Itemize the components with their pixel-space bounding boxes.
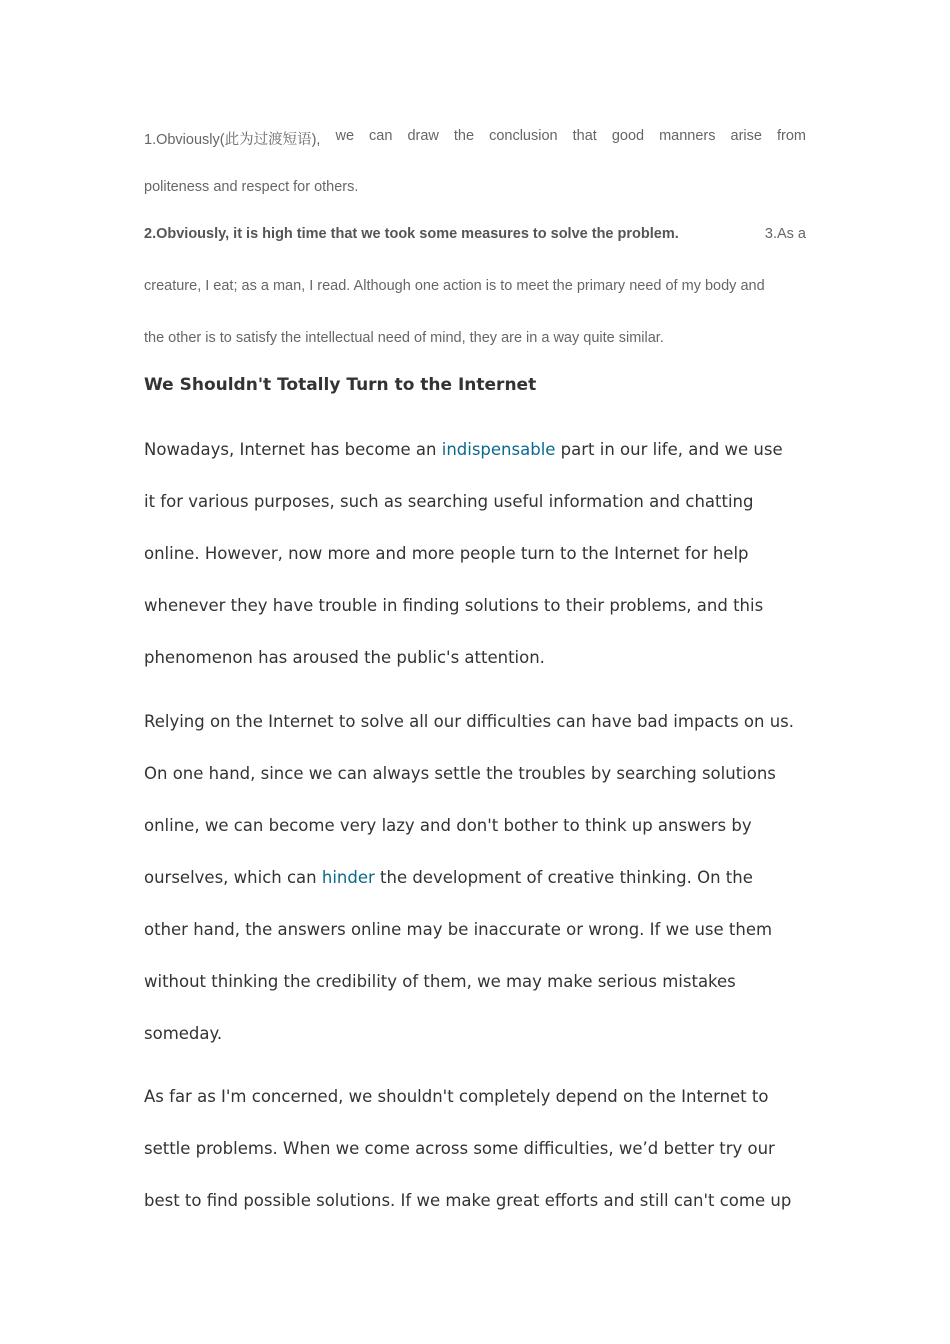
intro-word: we	[335, 128, 355, 144]
intro-item-1-line-1	[144, 128, 806, 149]
intro-word: conclusion	[489, 128, 558, 144]
paragraph-line: whenever they have trouble in finding solutions to their problems, and this	[144, 596, 764, 615]
intro-word: can	[369, 128, 393, 144]
intro-word: that	[572, 128, 597, 144]
paragraph-line: other hand, the answers online may be inaccurate or wrong. If we use them	[144, 920, 773, 939]
paragraph-line: On one hand, since we can always settle the troubles by searching solutions	[144, 764, 776, 783]
intro-item-1-line-2: politeness and respect for others.	[144, 179, 359, 195]
paragraph-line: online, we can become very lazy and don't bother to think up answers by	[144, 816, 752, 835]
intro-word: the	[453, 128, 475, 144]
link-hinder[interactable]: hinder	[321, 868, 375, 887]
link-indispensable[interactable]: indispensable	[441, 440, 556, 459]
intro-item-3-line-2: creature, I eat; as a man, I read. Although one action is to meet the primary need of my body and	[144, 278, 765, 294]
paragraph-line: it for various purposes, such as searching useful information and chatting	[144, 492, 754, 511]
intro-word: good	[611, 128, 645, 144]
text-span: part in our life, and we use	[555, 440, 783, 459]
paragraph-line: settle problems. When we come across some difficulties, we’d better try our	[144, 1139, 775, 1158]
text-span: ourselves, which can	[144, 868, 322, 887]
intro-item-2: 2.Obviously, it is high time that we took some measures to solve the problem.	[144, 226, 679, 242]
paragraph-line: Relying on the Internet to solve all our difficulties can have bad impacts on us.	[144, 712, 795, 731]
intro-word: manners	[659, 128, 716, 144]
paragraph-line: without thinking the credibility of them, we may make serious mistakes	[144, 972, 736, 991]
intro-item-3-line-3: the other is to satisfy the intellectual need of mind, they are in a way quite similar.	[144, 330, 664, 346]
paragraph-line: online. However, now more and more people turn to the Internet for help	[144, 544, 749, 563]
paragraph-line: As far as I'm concerned, we shouldn't completely depend on the Internet to	[144, 1087, 769, 1106]
essay-title: We Shouldn't Totally Turn to the Internet	[144, 375, 537, 395]
text-span: Nowadays, Internet has become an	[144, 440, 442, 459]
paragraph-line	[144, 868, 753, 887]
text-span: the development of creative thinking. On the	[374, 868, 753, 887]
paragraph-line	[144, 440, 783, 459]
intro-word: 1.Obviously(此为过渡短语),	[144, 132, 321, 148]
paragraph-line: phenomenon has aroused the public's attention.	[144, 648, 545, 667]
intro-word: from	[776, 128, 806, 144]
intro-word: arise	[730, 128, 762, 144]
paragraph-line: someday.	[144, 1024, 223, 1043]
intro-word: draw	[407, 128, 439, 144]
intro-items-2-3-line	[144, 226, 806, 242]
paragraph-line: best to find possible solutions. If we make great efforts and still can't come up	[144, 1191, 792, 1210]
intro-item-3-start: 3.As a	[764, 226, 806, 242]
